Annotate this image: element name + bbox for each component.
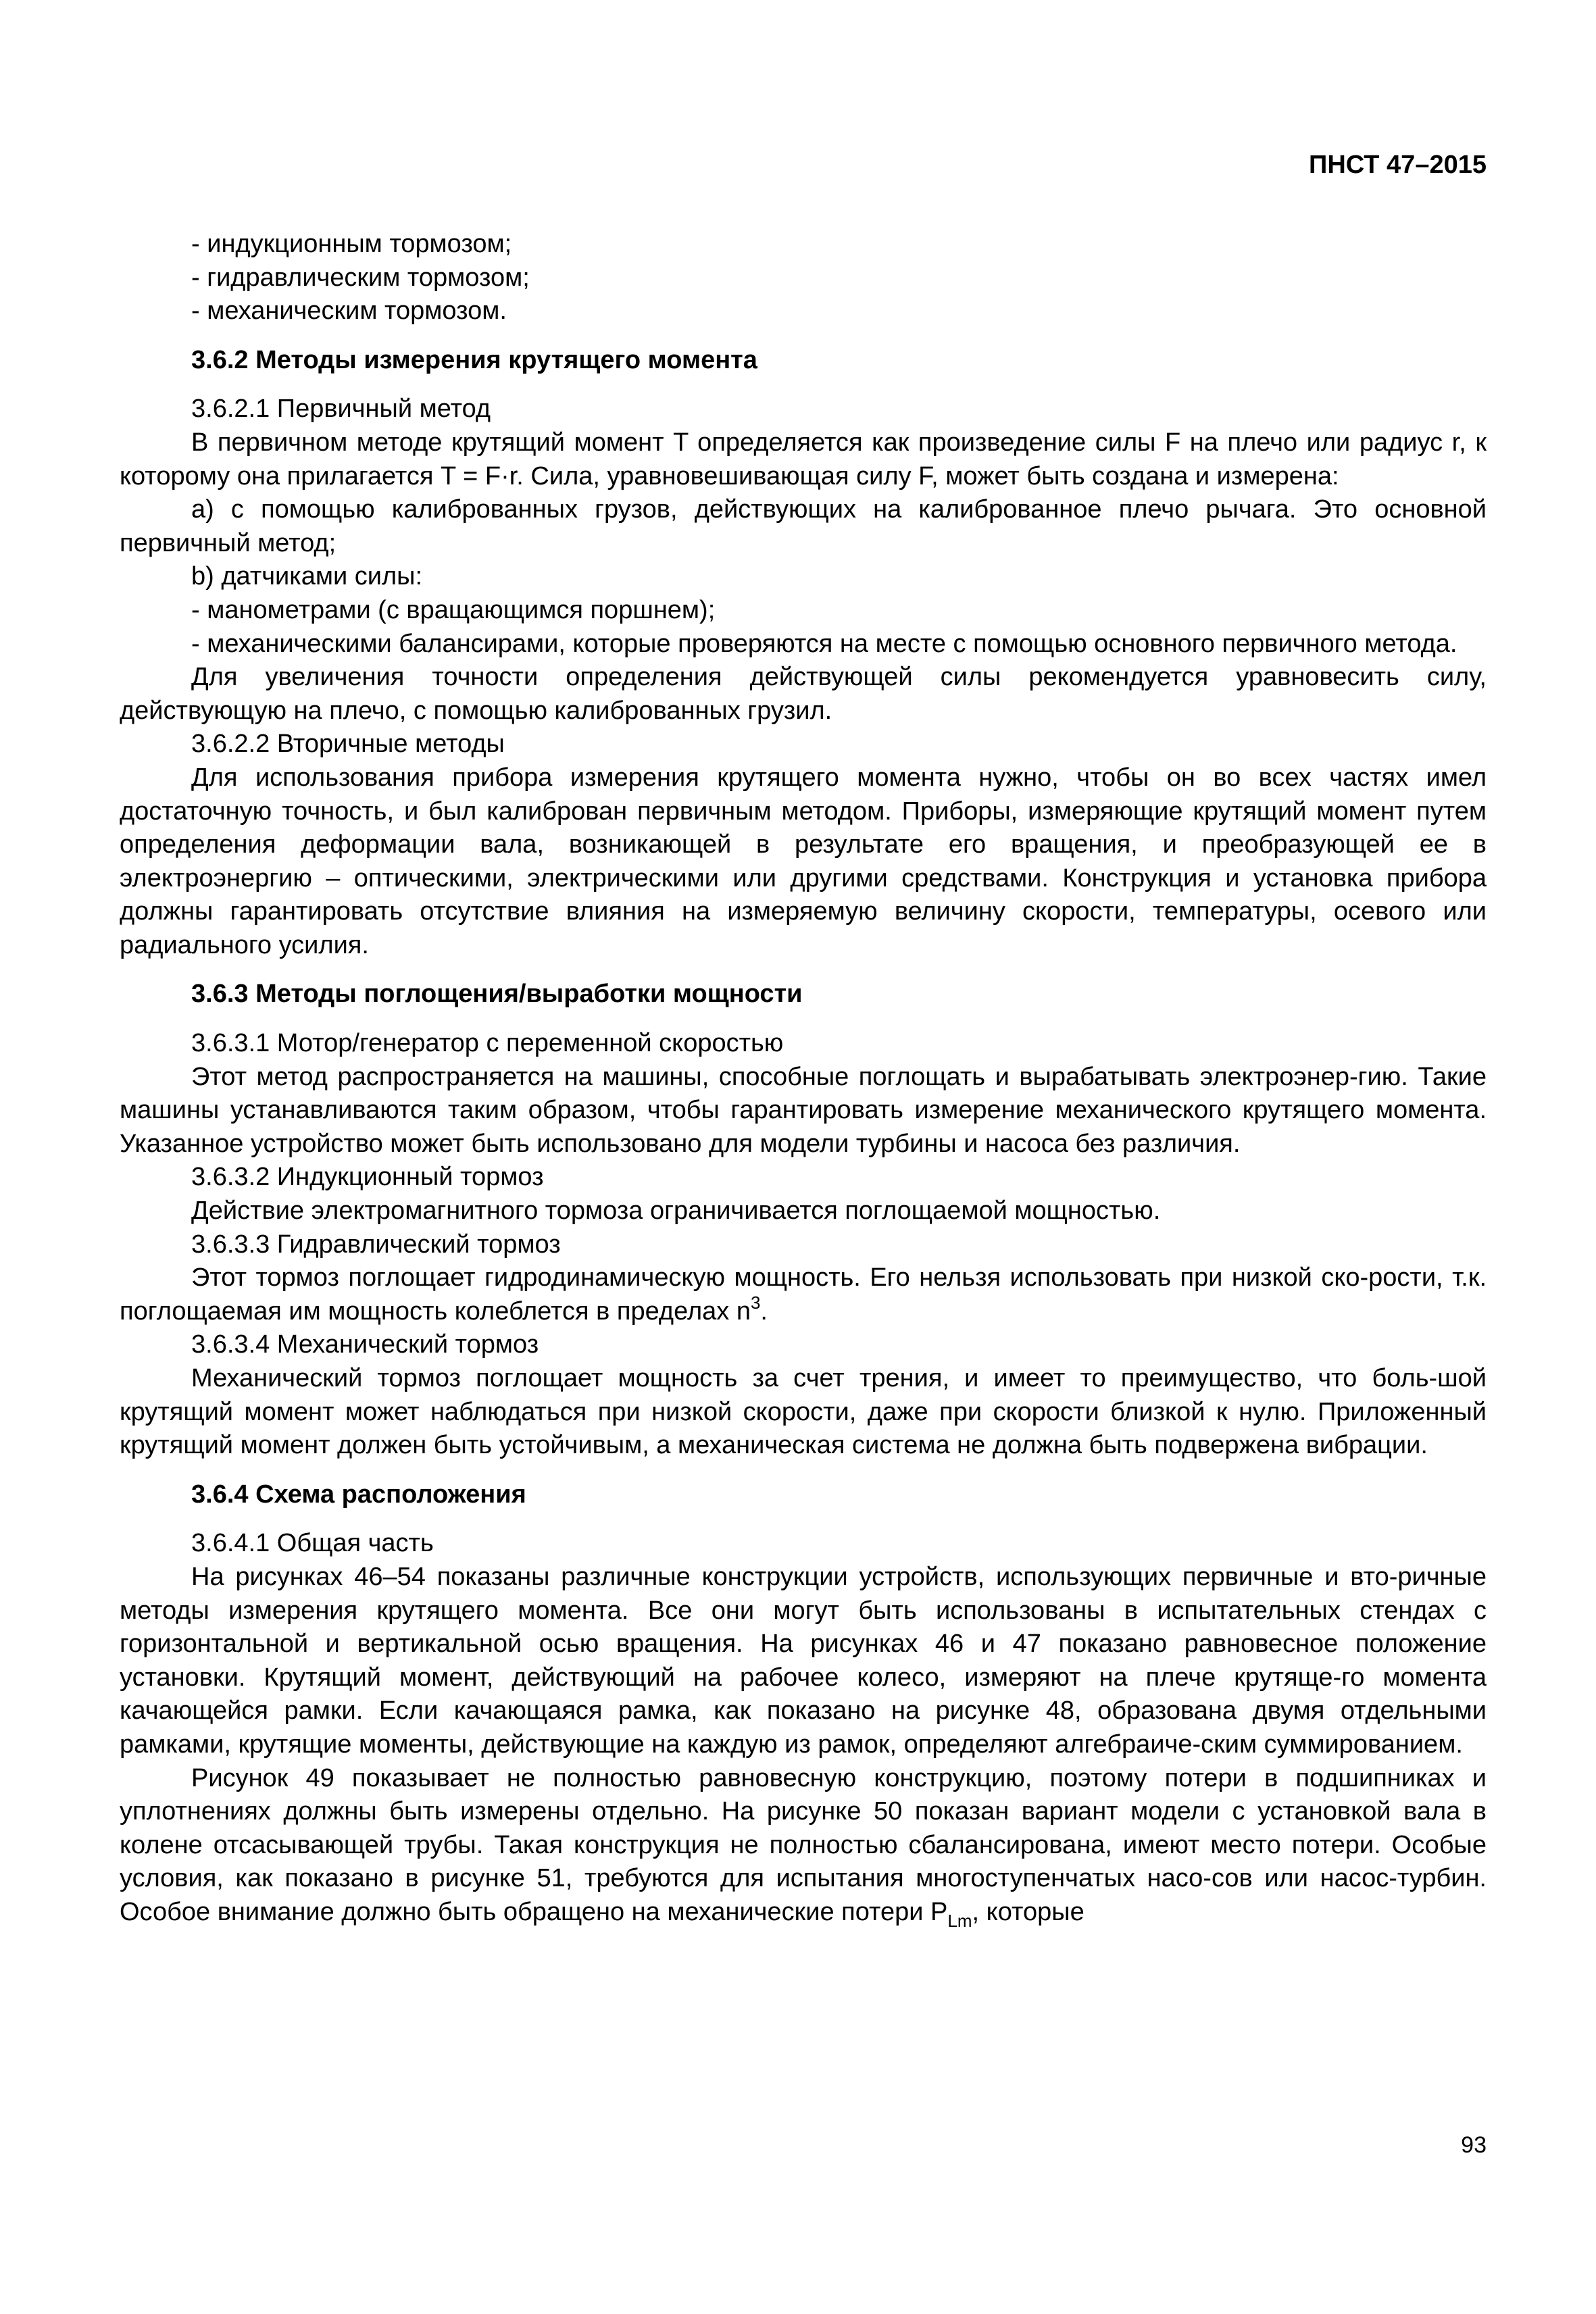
subsection-title: 3.6.3.3 Гидравлический тормоз <box>191 1230 561 1259</box>
paragraph <box>120 1762 1487 1930</box>
subsection-title: 3.6.2.1 Первичный метод <box>191 395 491 424</box>
paragraph <box>120 1261 1487 1328</box>
section-heading-3-6-3: 3.6.3 Методы поглощения/выработки мощности <box>191 980 803 1009</box>
page-number: 93 <box>1461 2132 1487 2158</box>
section-heading-3-6-2: 3.6.2 Методы измерения крутящего момента <box>191 345 757 374</box>
paragraph: Этот метод распространяется на машины, способные поглощать и вырабатывать электроэнер-гию. Такие машины устанавливаются таким образом, чтобы гарантировать измерение механического крутящего момента. Указанное устройство может быть использовано для модели турбины и насоса без различия. <box>120 1062 1487 1158</box>
paragraph-text: Этот тормоз поглощает гидродинамическую мощность. Его нельзя использовать при низкой ско-рости, т.к. поглощаемая им мощность колеблется в пределах n <box>120 1263 1487 1326</box>
paragraph: Механический тормоз поглощает мощность за счет трения, и имеет то преимущество, что боль-шой крутящий момент может наблюдаться при низкой скорости, даже при скорости близкой к нулю. Приложенный крутящий момент должен быть устойчивым, а механическая система не должна быть подвержена вибрации. <box>120 1364 1487 1460</box>
paragraph-text: . <box>760 1297 768 1326</box>
subsection-title: 3.6.3.4 Механический тормоз <box>191 1330 539 1359</box>
subsection-title: 3.6.2.2 Вторичные методы <box>191 730 505 759</box>
list-item: - механическим тормозом. <box>191 297 507 326</box>
document-id-header: ПНСТ 47–2015 <box>1309 151 1487 179</box>
paragraph-text: , которые <box>972 1897 1084 1926</box>
superscript: 3 <box>750 1292 761 1313</box>
list-item: - механическими балансирами, которые проверяются на месте с помощью основного первичного метода. <box>191 629 1457 658</box>
subsection-title: 3.6.3.2 Индукционный тормоз <box>191 1163 544 1192</box>
paragraph: Действие электромагнитного тормоза ограничивается поглощаемой мощностью. <box>191 1197 1161 1226</box>
paragraph: В первичном методе крутящий момент T определяется как произведение силы F на плечо или радиус r, к которому она прилагается T = F·r. Сила, уравновешивающая силу F, может быть создана и измерена: <box>120 428 1487 491</box>
paragraph: Для увеличения точности определения действующей силы рекомендуется уравновесить силу, действующую на плечо, с помощью калиброванных грузил. <box>120 663 1487 725</box>
list-item: - гидравлическим тормозом; <box>191 263 530 292</box>
paragraph: Для использования прибора измерения крутящего момента нужно, чтобы он во всех частях имел достаточную точность, и был калиброван первичным методом. Приборы, измеряющие крутящий момент путем определения деформации вала, возникающей в результате его вращения, и преобразующей ее в электроэнергию – оптическими, электрическими или другими средствами. Конструкция и установка прибора должны гарантировать отсутствие влияния на измеряемую величину скорости, температуры, осевого или радиального усилия. <box>120 763 1487 959</box>
paragraph-text: Рисунок 49 показывает не полностью равновесную конструкцию, поэтому потери в подшипниках и уплотнениях должны быть измерены отдельно. На рисунке 50 показан вариант модели с установкой вала в колене отсасывающей трубы. Такая конструкция не полностью сбалансирована, имеют место потери. Особые условия, как показано в рисунке 51, требуются для испытания многоступенчатых насо-сов или насос-турбин. Особое внимание должно быть обращено на механические потери P <box>120 1763 1487 1926</box>
paragraph: На рисунках 46–54 показаны различные конструкции устройств, использующих первичные и вто-ричные методы измерения крутящего момента. Все они могут быть использованы в испытательных стендах с горизонтальной и вертикальной осью вращения. На рисунках 46 и 47 показано равновесное положение установки. Крутящий момент, действующий на рабочее колесо, измеряют на плече крутяще-го момента качающейся рамки. Если качающаяся рамка, как показано на рисунке 48, образована двумя отдельными рамками, крутящие моменты, действующие на каждую из рамок, определяют алгебраиче-ским суммированием. <box>120 1562 1487 1759</box>
list-item: b) датчиками силы: <box>191 562 423 591</box>
document-body <box>120 228 1487 1930</box>
list-item: - индукционным тормозом; <box>191 230 512 258</box>
subscript: Lm <box>947 1910 972 1931</box>
section-heading-3-6-4: 3.6.4 Схема расположения <box>191 1480 526 1509</box>
list-item: - манометрами (с вращающимся поршнем); <box>191 595 716 624</box>
subsection-title: 3.6.4.1 Общая часть <box>191 1529 434 1558</box>
list-item: a) с помощью калиброванных грузов, действующих на калиброванное плечо рычага. Это основной первичный метод; <box>120 495 1487 557</box>
subsection-title: 3.6.3.1 Мотор/генератор с переменной скоростью <box>191 1029 784 1058</box>
